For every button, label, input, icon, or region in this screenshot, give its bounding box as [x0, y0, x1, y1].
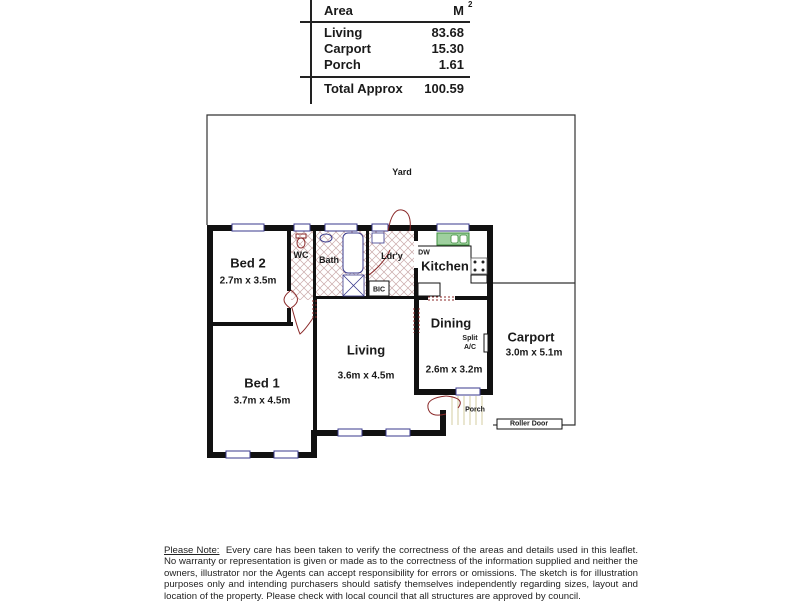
bed2-label: Bed 2 [230, 255, 266, 271]
laundry-label: Ldr'y [381, 251, 403, 261]
bed2-dims: 2.7m x 3.5m [219, 275, 277, 287]
porch-label: Porch [465, 406, 485, 414]
disclaimer-heading: Please Note: [164, 545, 220, 556]
bathtub-icon [343, 233, 363, 273]
roller-door-label: Roller Door [509, 420, 549, 428]
split-ac-unit [484, 334, 488, 352]
area-row: Living 83.68 [324, 25, 464, 40]
dishwasher-label: DW [418, 249, 430, 257]
bic-label: BIC [372, 286, 386, 294]
bed1-label: Bed 1 [244, 375, 280, 391]
bath-label: Bath [319, 255, 339, 265]
sink-icon [437, 233, 469, 245]
laundry-trough-icon [372, 233, 384, 243]
split-ac-label: Split A/C [462, 335, 478, 351]
area-unit-superscript: 2 [468, 0, 473, 9]
area-header-unit: M [453, 3, 464, 18]
shower-icon [343, 275, 364, 296]
yard-label: Yard [392, 167, 412, 177]
wc-label: WC [293, 250, 309, 260]
cooktop-icon [471, 258, 487, 274]
kitchen-label: Kitchen [421, 258, 469, 274]
area-row: Porch 1.61 [324, 57, 464, 72]
area-row: Carport 15.30 [324, 41, 464, 56]
disclaimer-body: Every care has been taken to verify the correctness of the areas and details used in this leaflet. No warranty or representation is given or made as to the correctness of the information supplied and neither the owners, illustrator nor the Agents can accept responsibility for errors or omissions. The sketch is for illustration purposes only and intending purchasers should satisfy themselves independently regarding sizes, layout and location of the property. Please check with local council that all structures are approved by council. [164, 545, 638, 602]
living-label: Living [346, 342, 386, 358]
bed1-dims: 3.7m x 4.5m [233, 395, 291, 407]
carport-label: Carport [507, 329, 555, 345]
disclaimer-note [164, 545, 638, 602]
dining-dims: 2.6m x 3.2m [425, 364, 483, 376]
wc-floor [291, 230, 313, 300]
area-total-row: Total Approx 100.59 [324, 81, 464, 96]
area-header-label: Area [324, 3, 353, 18]
dining-label: Dining [430, 315, 472, 331]
carport-dims: 3.0m x 5.1m [505, 347, 563, 359]
living-dims: 3.6m x 4.5m [337, 370, 395, 382]
